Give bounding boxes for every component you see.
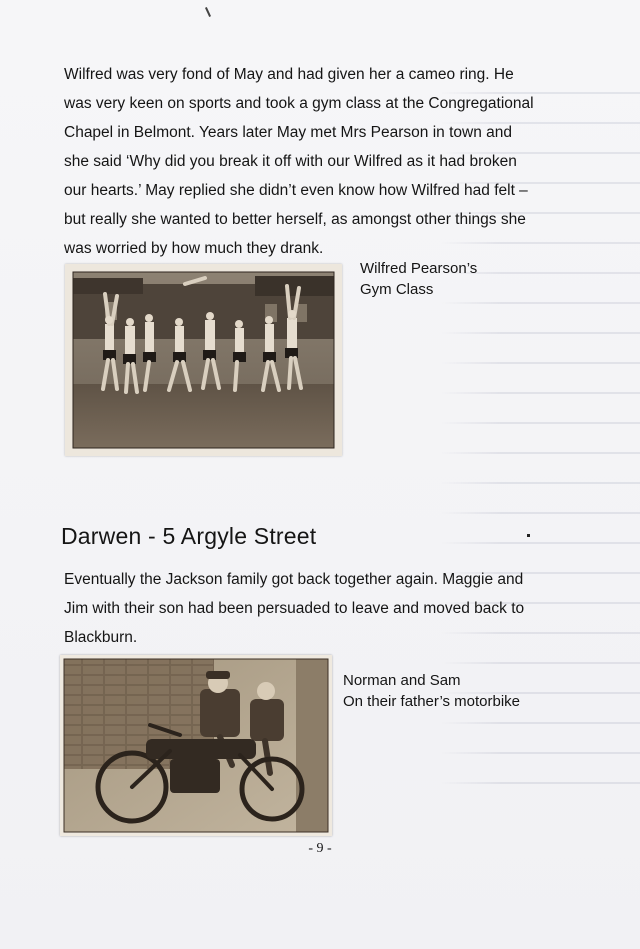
caption-line: Wilfred Pearson’s bbox=[360, 260, 478, 277]
paragraph-wilfred bbox=[64, 60, 574, 263]
text-line: Eventually the Jackson family got back together again. Maggie and bbox=[64, 571, 524, 588]
caption-motorbike bbox=[343, 670, 573, 712]
text-line: was worried by how much they drank. bbox=[64, 240, 324, 257]
caption-line: Norman and Sam bbox=[343, 672, 461, 689]
paragraph-jackson bbox=[64, 565, 574, 652]
photo-motorbike bbox=[60, 655, 332, 836]
text-line: Blackburn. bbox=[64, 629, 138, 646]
caption-gym-class bbox=[360, 258, 530, 300]
scan-mark bbox=[205, 7, 211, 17]
text-line: she said ‘Why did you break it off with our Wilfred as it had broken bbox=[64, 153, 517, 170]
text-line: Jim with their son had been persuaded to leave and moved back to bbox=[64, 600, 525, 617]
page-number: - 9 - bbox=[308, 841, 332, 856]
text-line: was very keen on sports and took a gym class at the Congregational bbox=[64, 95, 534, 112]
gym-class-photo-image bbox=[65, 264, 342, 456]
section-heading: Darwen - 5 Argyle Street bbox=[61, 523, 317, 549]
text-line: Wilfred was very fond of May and had given her a cameo ring. He bbox=[64, 66, 514, 83]
photo-gym-class bbox=[65, 264, 342, 456]
text-line: but really she wanted to better herself, as amongst other things she bbox=[64, 211, 526, 228]
scan-speck bbox=[527, 534, 530, 537]
text-line: our hearts.’ May replied she didn’t even know how Wilfred had felt – bbox=[64, 182, 528, 199]
caption-line: Gym Class bbox=[360, 281, 434, 298]
text-line: Chapel in Belmont. Years later May met Mrs Pearson in town and bbox=[64, 124, 513, 141]
caption-line: On their father’s motorbike bbox=[343, 693, 521, 710]
motorbike-photo-image bbox=[60, 655, 332, 836]
